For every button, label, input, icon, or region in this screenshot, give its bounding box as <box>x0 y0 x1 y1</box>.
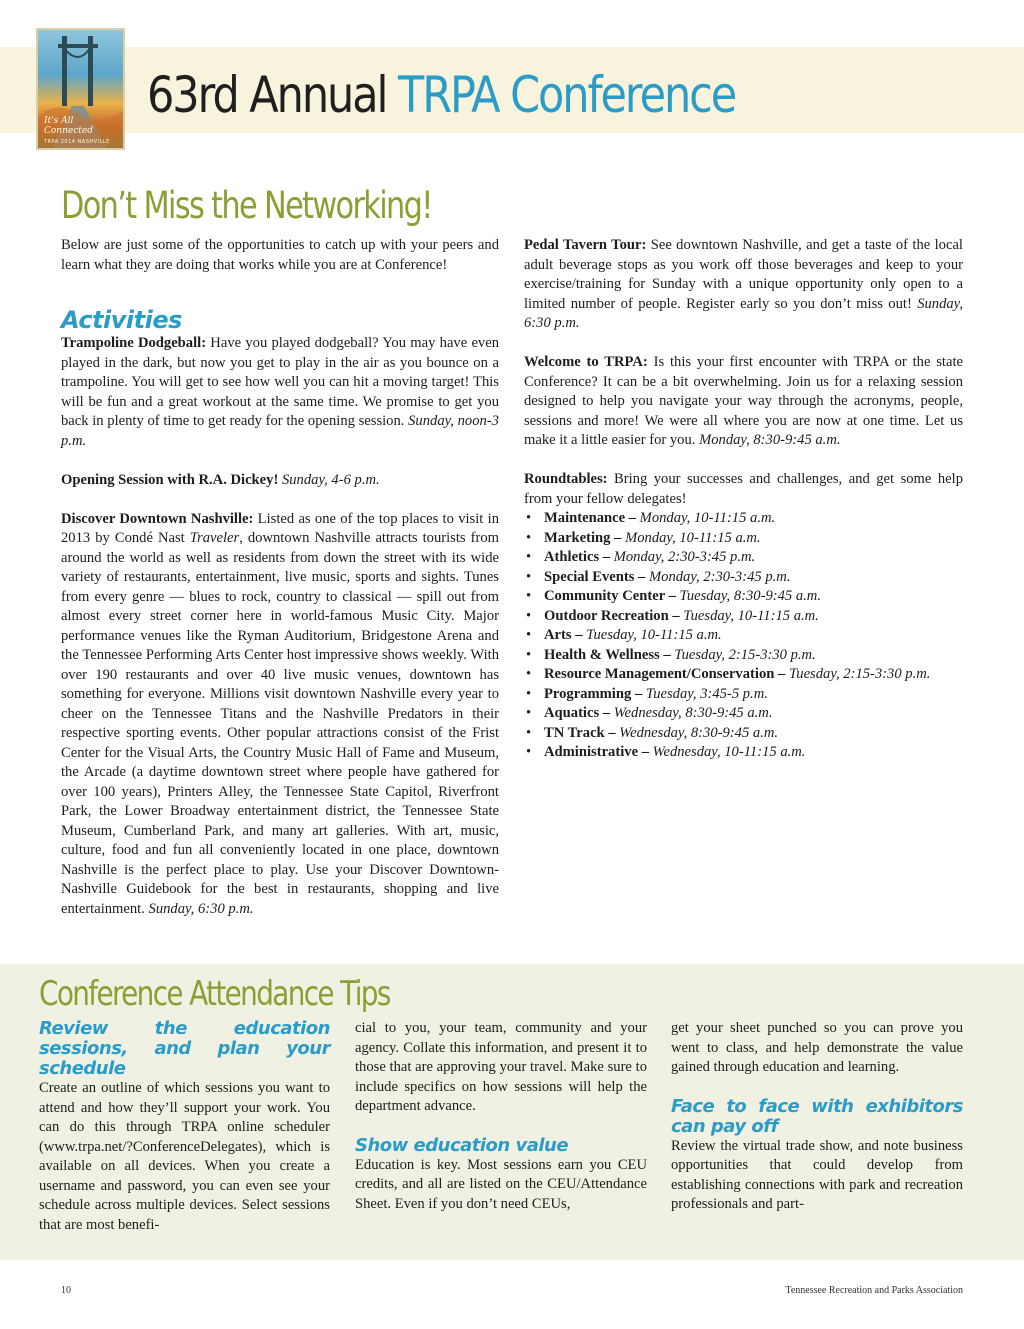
welcome-text: Is this your first encounter with TRPA or the state Conference? It can be a bit overwhelming. Join us for a relaxing session designed to help you navigate your way through the acronyms, people, sessions and more! We were all where you are now at one time. Let us make it a little easier for you. <box>524 354 963 448</box>
roundtable-item <box>524 743 963 763</box>
roundtable-time: Wednesday, 8:30-9:45 a.m. <box>610 705 773 721</box>
roundtable-time: Tuesday, 10-11:15 a.m. <box>679 607 819 624</box>
conference-logo <box>36 28 125 150</box>
roundtable-time: Monday, 10-11:15 a.m. <box>636 510 776 526</box>
roundtable-item <box>524 509 963 529</box>
review-text: Create an outline of which sessions you want to attend and how they’ll support your work. You can do this through TRPA online scheduler (www.trpa.net/?ConferenceDelegates), which is available on all devices. When you create a username and password, you can even see your schedule across multiple devices. Select sessions that are most benefi- <box>39 1080 330 1233</box>
title-blue: TRPA Conference <box>397 66 736 124</box>
discover-title: Discover Downtown Nashville: <box>61 510 254 527</box>
roundtable-name: TN Track – <box>544 724 616 741</box>
roundtable-item <box>524 568 963 588</box>
roundtable-item <box>524 607 963 627</box>
tips-column-3 <box>671 1019 963 1215</box>
discover-italic: Traveler <box>189 530 240 546</box>
tips-column-1 <box>39 1019 330 1235</box>
page-title <box>147 58 735 132</box>
roundtables-title: Roundtables: <box>524 471 608 487</box>
face-text: Review the virtual trade show, and note business opportunities that could develop from establishing connections with park and recreation professionals and part- <box>671 1137 963 1212</box>
roundtable-name: Programming – <box>544 685 643 702</box>
roundtable-name: Marketing – <box>544 529 622 546</box>
activities-heading: Activities <box>61 306 182 334</box>
roundtable-time: Tuesday, 3:45-5 p.m. <box>642 685 768 702</box>
roundtable-name: Outdoor Recreation – <box>544 607 680 624</box>
networking-heading: Don’t Miss the Networking! <box>61 184 432 227</box>
value-text: Education is key. Most sessions earn you CEU credits, and all are listed on the CEU/Attendance Sheet. Even if you don’t need CEUs, <box>355 1156 647 1212</box>
roundtable-item <box>524 587 963 607</box>
roundtable-time: Tuesday, 10-11:15 a.m. <box>582 627 722 643</box>
pedal-when: Sunday, 6:30 p.m. <box>524 295 963 331</box>
roundtables-text: Bring your successes and challenges, and get some help from your fellow delegates! <box>524 471 963 507</box>
face-heading: Face to face with exhibitors can pay off <box>671 1095 963 1137</box>
roundtable-item <box>524 724 963 744</box>
welcome-title: Welcome to TRPA: <box>524 354 648 370</box>
right-column <box>524 236 963 763</box>
roundtable-time: Tuesday, 2:15-3:30 p.m. <box>785 666 931 682</box>
value-continued: get your sheet punched so you can prove you went to class, and help demonstrate the value gained through education and learning. <box>671 1020 963 1075</box>
roundtable-item <box>524 548 963 568</box>
trampoline-dodgeball <box>61 334 499 451</box>
roundtable-time: Monday, 2:30-3:45 p.m. <box>610 549 756 565</box>
roundtable-time: Wednesday, 10-11:15 a.m. <box>649 744 806 760</box>
opening-session <box>61 471 499 491</box>
discover-text-2: , downtown Nashville attracts tourists from around the world as well as residents from down the street with its wide variety of restaurants, entertainment, live music, sports and sights. Tunes from every genre — blues to rock, country to classical — spill out from almost every street corner here in world-famous Music City. Major performance venues like the Ryman Auditorium, Bridgestone Arena and the Tennessee Performing Arts Center host impressive shows weekly. With over 190 restaurants and over 40 live music venues, downtown has something for everyone. Millions visit downtown Nashville every year to cheer on the Tennessee Titans and the Nashville Predators in their respective sporting events. Other popular attractions consist of the Frist Center for the Visual Arts, the Country Music Hall of Fame and Museum, the Arcade (a daytime downtown street where people have gathered for over 100 years), Printers Alley, the Tennessee State Capitol, Riverfront Park, the Lower Broadway entertainment district, the Tennessee State Museum, Cumberland Park, and many art galleries. With art, music, culture, food and fun all conveniently located in one place, downtown Nashville is the perfect place to play. Use your Discover Downtown-Nashville Guidebook for the best in restaurants, shopping and live entertainment. <box>61 530 499 917</box>
roundtable-time: Monday, 10-11:15 a.m. <box>621 529 761 546</box>
roundtable-name: Maintenance – <box>544 510 637 526</box>
discover-when: Sunday, 6:30 p.m. <box>148 900 254 917</box>
roundtable-time: Wednesday, 8:30-9:45 a.m. <box>615 724 779 741</box>
tips-column-2 <box>355 1019 647 1214</box>
review-heading: Review the education sessions, and plan your schedule <box>39 1018 330 1079</box>
tips-heading: Conference Attendance Tips <box>39 974 390 1014</box>
roundtables-list <box>524 509 963 763</box>
opening-when: Sunday, 4-6 p.m. <box>278 471 380 488</box>
roundtable-time: Monday, 2:30-3:45 p.m. <box>645 568 791 585</box>
value-heading: Show education value <box>355 1134 569 1156</box>
roundtable-name: Arts – <box>544 627 583 643</box>
roundtable-name: Health & Wellness – <box>544 646 671 663</box>
roundtable-name: Aquatics – <box>544 705 611 721</box>
roundtable-item <box>524 646 963 666</box>
roundtable-name: Resource Management/Conservation – <box>544 666 786 682</box>
trampoline-text: Have you played dodgeball? You may have even played in the dark, but now you get to play in the air as you bounce on a trampoline. You will get to see how well you can hit a moving target! This will be fun and a great workout at the same time. We promise to get you back in plenty of time to get ready for the opening session. <box>61 335 499 429</box>
roundtable-item <box>524 529 963 549</box>
review-continued: cial to you, your team, community and your agency. Collate this information, and present it to those that are approving your travel. Make sure to include specifics on how sessions will help the department advance. <box>355 1020 647 1114</box>
pedal-title: Pedal Tavern Tour: <box>524 237 647 253</box>
roundtable-name: Administrative – <box>544 744 649 760</box>
roundtable-item <box>524 685 963 705</box>
welcome-to-trpa <box>524 353 963 451</box>
roundtable-name: Athletics – <box>544 549 611 565</box>
pedal-tavern-tour <box>524 236 963 334</box>
roundtable-name: Special Events – <box>544 568 646 585</box>
trampoline-when: Sunday, noon-3 p.m. <box>61 413 499 449</box>
roundtable-item <box>524 704 963 724</box>
roundtables <box>524 470 963 509</box>
logo-subtext: TRPA 2014 NASHVILLE <box>44 139 110 145</box>
welcome-when: Monday, 8:30-9:45 a.m. <box>699 432 841 448</box>
discover-downtown <box>61 510 499 920</box>
logo-tagline: It's All Connected <box>44 116 93 136</box>
title-dark: 63rd Annual <box>147 66 387 124</box>
pedal-text: See downtown Nashville, and get a taste of the local adult beverage stops as you work off those beverages and keep to your exercise/training for Sunday with a unique opportunity only open to a limited number of people. Register early so you don’t miss out! <box>524 237 963 312</box>
roundtable-name: Community Center – <box>544 588 676 604</box>
left-column <box>61 236 499 939</box>
networking-intro: Below are just some of the opportunities to catch up with your peers and learn what they are doing that works while you are at Conference! <box>61 237 499 273</box>
discover-text-1: Listed as one of the top places to visit in 2013 by Condé Nast <box>61 510 499 546</box>
roundtable-time: Tuesday, 8:30-9:45 a.m. <box>675 588 821 604</box>
page-number: 10 <box>61 1285 71 1296</box>
opening-title: Opening Session with R.A. Dickey! <box>61 471 279 488</box>
roundtable-item <box>524 665 963 685</box>
footer-org: Tennessee Recreation and Parks Association <box>785 1285 963 1296</box>
roundtable-item <box>524 626 963 646</box>
roundtable-time: Tuesday, 2:15-3:30 p.m. <box>670 646 816 663</box>
trampoline-title: Trampoline Dodgeball: <box>61 335 207 351</box>
